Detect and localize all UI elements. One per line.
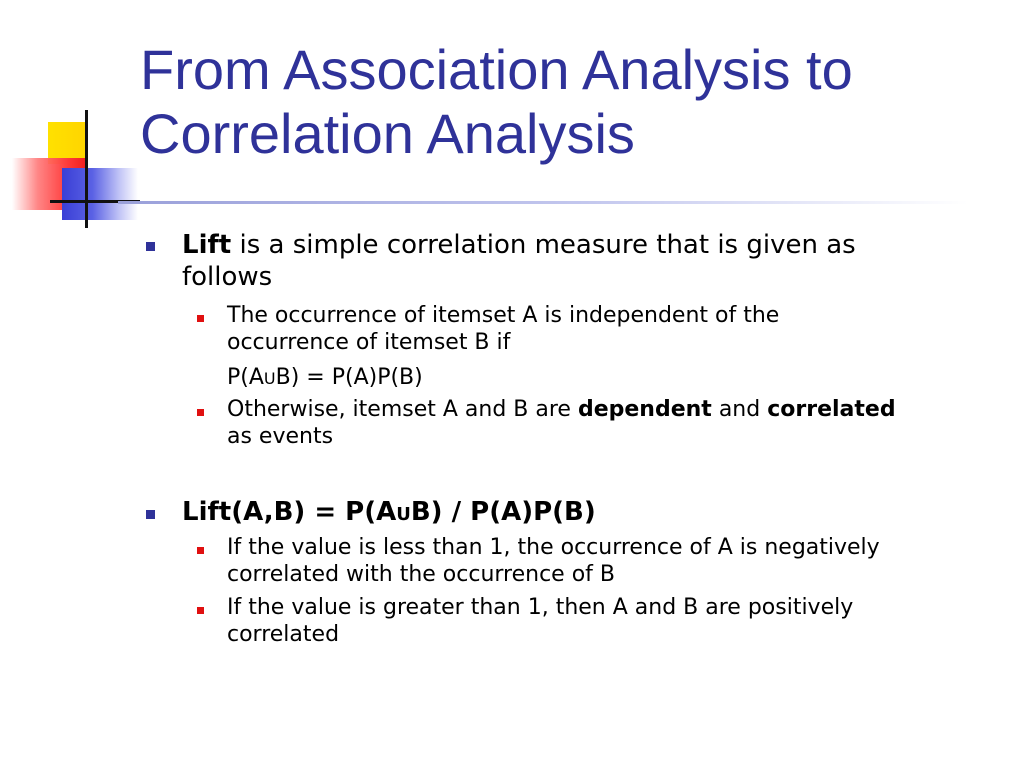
bold-term: Lift [182,230,232,260]
text-part: Otherwise, itemset A and B are [227,397,578,422]
bullet-lift-line2: follows [182,262,273,292]
bold-term: correlated [767,397,896,422]
title-underline [118,201,968,204]
sub-bullet-independence [227,302,1007,392]
decorative-corner-graphic [0,100,150,240]
sub-bullet-negative [227,534,1017,588]
sub-bullet-square-icon [197,547,204,554]
title-line-2: Correlation Analysis [140,102,635,165]
bullet-lift-formula [182,496,1002,531]
title-line-1: From Association Analysis to [140,38,853,101]
sub-bullet-line1: If the value is less than 1, the occurrence of A is negatively [227,535,880,560]
sub-bullet-positive [227,594,1017,648]
vertical-line [85,110,88,228]
formula-part: P(A [227,365,264,390]
bullet-lift-line1 [182,229,1002,261]
blue-gradient-bar [62,168,138,220]
sub-bullet-square-icon [197,409,204,416]
union-symbol: U [263,369,276,388]
sub-bullet-line1: The occurrence of itemset A is independent of the [227,303,780,328]
bullet-square-icon [146,510,155,519]
bullet-square-icon [146,242,155,251]
sub-bullet-line1: If the value is greater than 1, then A and B are positively [227,595,854,620]
text-part: and [711,397,768,422]
sub-bullet-line2: as events [227,424,334,449]
bullet-lift [182,229,1002,293]
sub-bullet-line1 [227,396,1007,423]
sub-bullet-square-icon [197,315,204,322]
formula-part: B) = P(A)P(B) [275,365,423,390]
sub-bullet-line2: occurrence of itemset B if [227,330,511,355]
union-symbol: U [396,504,411,525]
sub-bullet-line2: correlated [227,622,340,647]
independence-formula [227,364,1007,392]
formula-part: B) / P(A)P(B) [410,497,596,527]
sub-bullet-dependent [227,396,1007,450]
sub-bullet-line2: correlated with the occurrence of B [227,562,615,587]
bullet-text: is a simple correlation measure that is given as [231,230,856,260]
formula-part: Lift(A,B) = P(A [182,497,397,527]
sub-bullet-square-icon [197,607,204,614]
bold-term: dependent [577,397,712,422]
slide-title [140,38,1000,166]
